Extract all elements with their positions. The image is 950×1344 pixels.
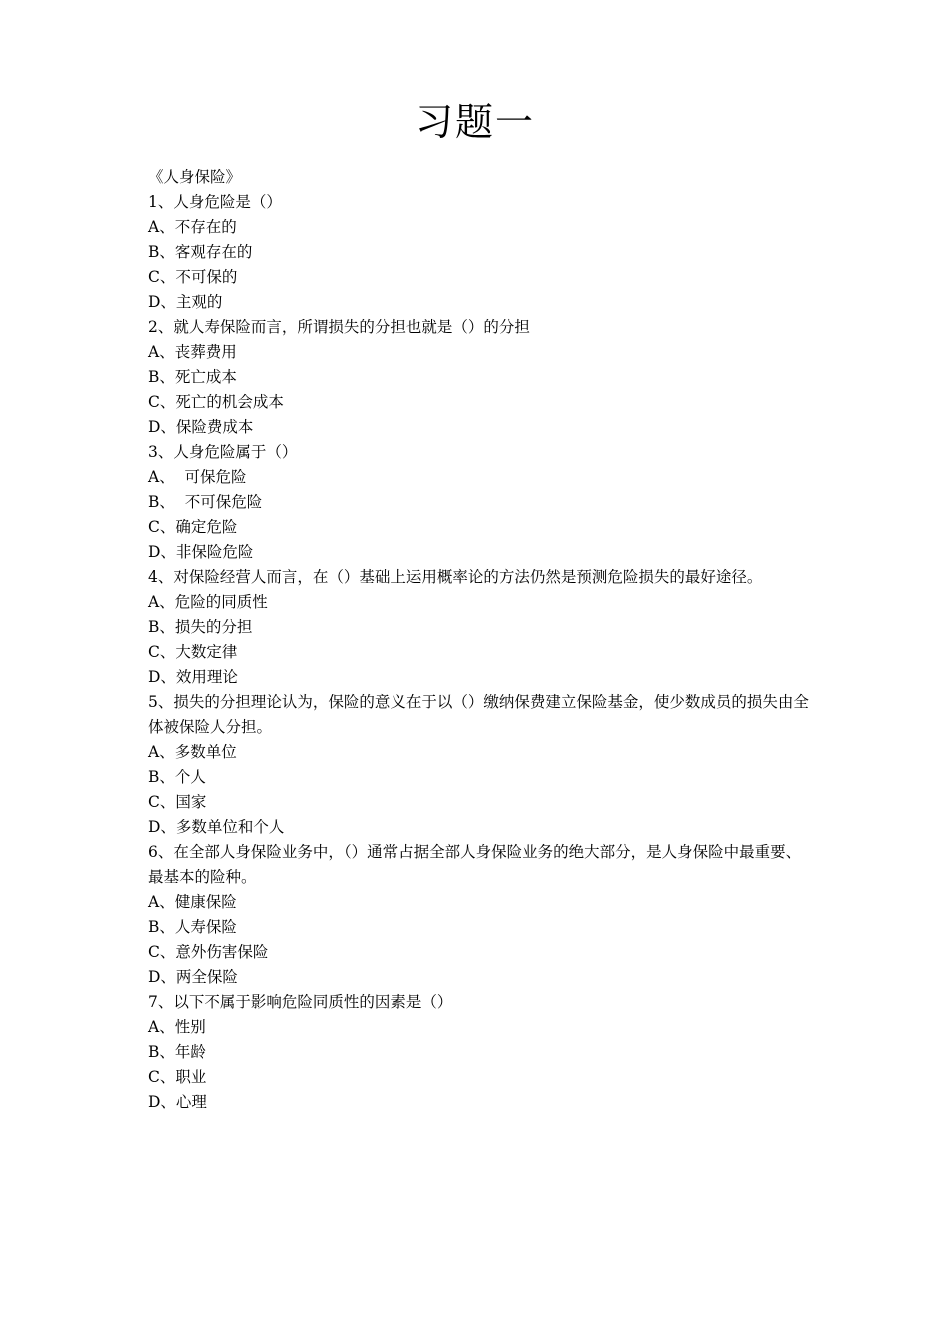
option-c: C、大数定律 <box>148 643 238 661</box>
option-c: C、国家 <box>148 793 207 811</box>
option-a: A、性别 <box>148 1018 206 1036</box>
option-a: A、危险的同质性 <box>148 593 268 611</box>
question-block <box>148 990 812 1115</box>
option-c: C、职业 <box>148 1068 207 1086</box>
section-heading: 《人身保险》 <box>148 168 242 186</box>
option-a: A、丧葬费用 <box>148 343 237 361</box>
question-text: 3、人身危险属于（） <box>148 443 298 461</box>
option-a: A、不存在的 <box>148 218 237 236</box>
question-block <box>148 440 812 565</box>
option-b: B、损失的分担 <box>148 618 253 636</box>
option-b: B、 不可保危险 <box>148 493 263 511</box>
question-text: 2、就人寿保险而言，所谓损失的分担也就是（）的分担 <box>148 318 530 336</box>
option-a: A、健康保险 <box>148 893 237 911</box>
option-d: D、主观的 <box>148 293 223 311</box>
option-b: B、个人 <box>148 768 206 786</box>
option-a: A、多数单位 <box>148 743 237 761</box>
option-c: C、确定危险 <box>148 518 238 536</box>
option-c: C、死亡的机会成本 <box>148 393 284 411</box>
option-b: B、客观存在的 <box>148 243 253 261</box>
option-d: D、心理 <box>148 1093 207 1111</box>
question-text: 6、在全部人身保险业务中，（）通常占据全部人身保险业务的绝大部分，是人身保险中最重要、最基本的险种。 <box>148 843 802 886</box>
question-text: 1、人身危险是（） <box>148 193 282 211</box>
option-b: B、人寿保险 <box>148 918 237 936</box>
question-text: 7、以下不属于影响危险同质性的因素是（） <box>148 993 453 1011</box>
option-d: D、两全保险 <box>148 968 238 986</box>
question-block <box>148 190 812 315</box>
option-d: D、效用理论 <box>148 668 238 686</box>
question-text: 5、损失的分担理论认为，保险的意义在于以（）缴纳保费建立保险基金，使少数成员的损失由全体被保险人分担。 <box>148 693 809 736</box>
question-text: 4、对保险经营人而言，在（）基础上运用概率论的方法仍然是预测危险损失的最好途径。 <box>148 568 763 586</box>
document-body <box>148 165 812 1115</box>
option-c: C、不可保的 <box>148 268 238 286</box>
question-block <box>148 840 812 990</box>
option-d: D、保险费成本 <box>148 418 254 436</box>
option-d: D、非保险危险 <box>148 543 254 561</box>
option-b: B、年龄 <box>148 1043 206 1061</box>
option-d: D、多数单位和个人 <box>148 818 285 836</box>
option-a: A、 可保危险 <box>148 468 247 486</box>
question-block <box>148 690 812 840</box>
option-b: B、死亡成本 <box>148 368 237 386</box>
question-block <box>148 565 812 690</box>
option-c: C、意外伤害保险 <box>148 943 269 961</box>
question-block <box>148 315 812 440</box>
page-title: 习题一 <box>414 100 535 144</box>
